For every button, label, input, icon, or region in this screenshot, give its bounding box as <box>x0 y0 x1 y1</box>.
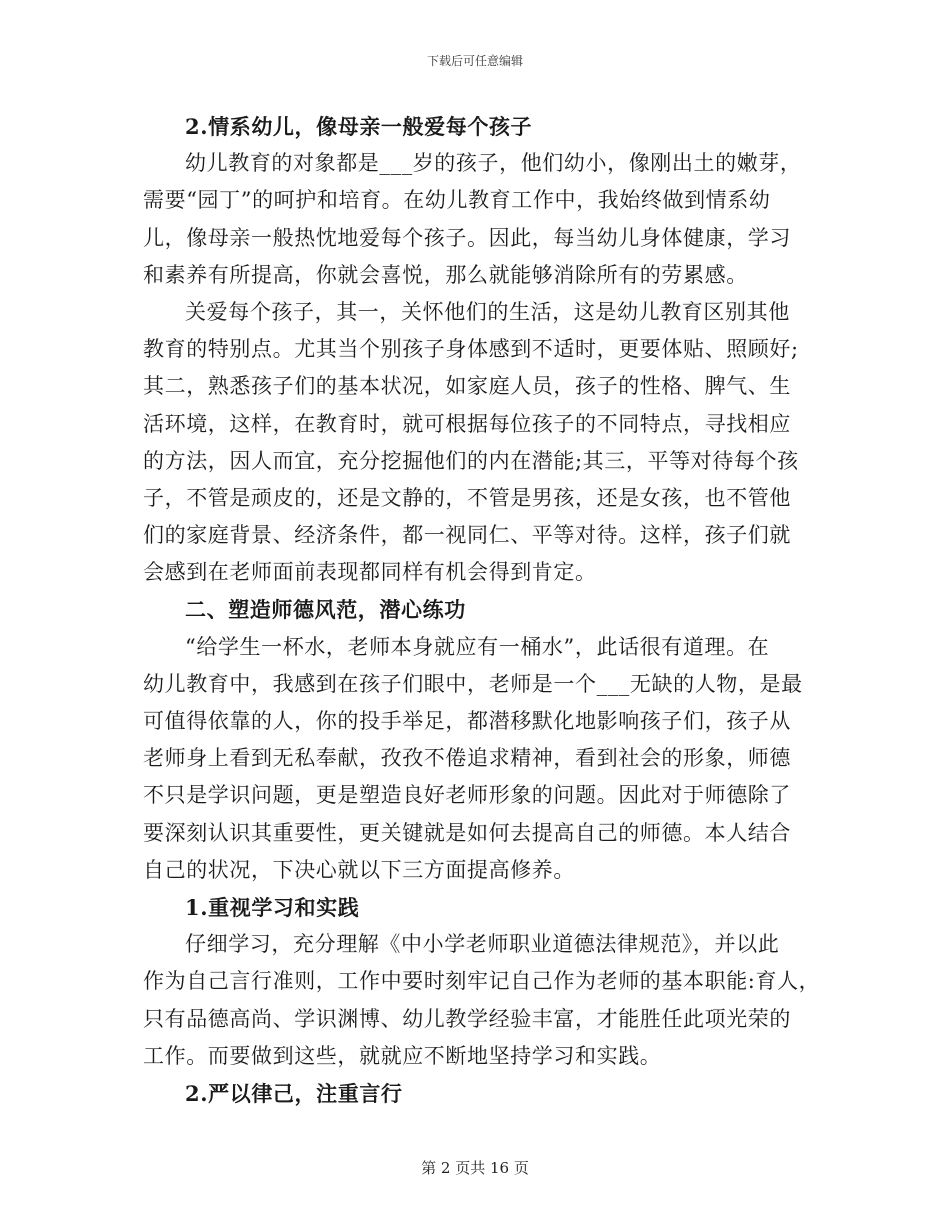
paragraph-line: 会感到在老师面前表现都同样有机会得到肯定。 <box>143 560 597 585</box>
paragraph-line: 工作。而要做到这些，就就应不断地坚持学习和实践。 <box>143 1043 662 1068</box>
paragraph-line: 自己的状况，下决心就以下三方面提高修养。 <box>143 857 575 882</box>
page-footer: 第 2 页共 16 页 <box>421 1159 529 1177</box>
paragraph-line: 关爱每个孩子，其一，关怀他们的生活，这是幼儿教育区别其他 <box>185 299 790 324</box>
paragraph-line: 老师身上看到无私奉献，孜孜不倦追求精神，看到社会的形象，师德 <box>143 746 791 771</box>
paragraph-line: “给学生一杯水，老师本身就应有一桶水”，此话很有道理。在 <box>185 634 770 659</box>
paragraph-line: 教育的特别点。尤其当个别孩子身体感到不适时，更要体贴、照顾好; <box>143 337 799 362</box>
page-header: 下载后可任意编辑 <box>426 54 523 68</box>
paragraph-line: 要深刻认识其重要性，更关键就是如何去提高自己的师德。本人结合 <box>143 820 791 845</box>
section-heading: 2.情系幼儿，像母亲一般爱每个孩子 <box>185 114 533 139</box>
paragraph-line: 幼儿教育中，我感到在孩子们眼中，老师是一个___无缺的人物，是最 <box>143 671 803 696</box>
paragraph-line: 作为自己言行准则，工作中要时刻牢记自己作为老师的基本职能:育人， <box>143 969 821 994</box>
paragraph-line: 不只是学识问题，更是塑造良好老师形象的问题。因此对于师德除了 <box>143 783 791 808</box>
paragraph-line: 仔细学习，充分理解《中小学老师职业道德法律规范》，并以此 <box>185 932 780 957</box>
section-heading: 2.严以律己，注重言行 <box>185 1080 403 1106</box>
paragraph-line: 和素养有所提高，你就会喜悦，那么就能够消除所有的劳累感。 <box>143 262 748 287</box>
paragraph-line: 的方法，因人而宜，充分挖掘他们的内在潜能;其三，平等对待每个孩 <box>143 448 799 473</box>
paragraph-line: 可值得依靠的人，你的投手举足，都潜移默化地影响孩子们，孩子从 <box>143 709 791 733</box>
paragraph-line: 们的家庭背景、经济条件，都一视同仁、平等对待。这样，孩子们就 <box>143 523 791 548</box>
paragraph-line: 幼儿教育的对象都是___岁的孩子，他们幼小，像刚出土的嫩芽， <box>185 151 802 176</box>
paragraph-line: 需要“园丁”的呵护和培育。在幼儿教育工作中，我始终做到情系幼 <box>143 188 771 213</box>
paragraph-line: 儿，像母亲一般热忱地爱每个孩子。因此，每当幼儿身体健康，学习 <box>143 225 791 250</box>
section-heading: 1.重视学习和实践 <box>185 894 360 920</box>
document-body <box>143 108 821 1112</box>
paragraph-line: 子，不管是顽皮的，还是文静的，不管是男孩，还是女孩，也不管他 <box>143 485 791 510</box>
paragraph-line: 活环境，这样，在教育时，就可根据每位孩子的不同特点，寻找相应 <box>143 411 791 436</box>
section-heading: 二、塑造师德风范，潜心练功 <box>185 597 466 623</box>
paragraph-line: 只有品德高尚、学识渊博、幼儿教学经验丰富，才能胜任此项光荣的 <box>143 1006 791 1031</box>
paragraph-line: 其二，熟悉孩子们的基本状况，如家庭人员，孩子的性格、脾气、生 <box>143 374 791 399</box>
